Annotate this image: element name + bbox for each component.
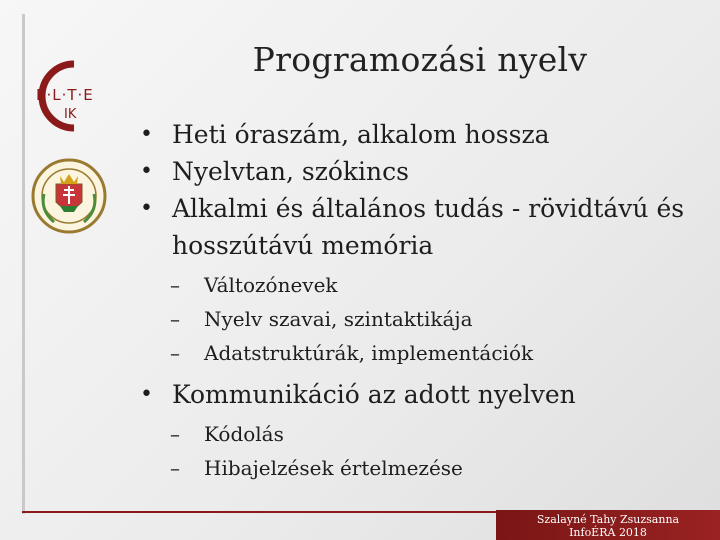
footer-event: InfoÉRA 2018 [569, 526, 647, 539]
footer-author: Szalayné Tahy Zsuzsanna [536, 513, 680, 526]
bullet-item: • Heti óraszám, alkalom hossza [140, 116, 700, 153]
bullet-icon: • [140, 382, 153, 407]
bullet-icon: • [140, 159, 153, 184]
dash-icon: – [170, 341, 180, 365]
university-seal-icon [30, 154, 108, 236]
sub-bullet-item: – Hibajelzések értelmezése [170, 451, 700, 485]
bullet-item: • Alkalmi és általános tudás - rövidtávú és hosszútávú memória [140, 190, 700, 264]
sub-bullet-item: – Nyelv szavai, szintaktikája [170, 302, 700, 336]
bullet-item: • Kommunikáció az adott nyelven [140, 376, 700, 413]
sidebar [26, 16, 122, 516]
bullet-item: • Nyelvtan, szókincs [140, 153, 700, 190]
svg-text:E·L·T·E: E·L·T·E [36, 86, 94, 104]
dash-icon: – [170, 307, 180, 331]
elte-logo [30, 56, 126, 136]
bullet-icon: • [140, 196, 153, 221]
dash-icon: – [170, 273, 180, 297]
footer-badge [496, 510, 720, 540]
slide-title: Programozási nyelv [252, 40, 588, 79]
dash-icon: – [170, 422, 180, 446]
left-rule [22, 14, 25, 514]
sub-bullet-item: – Adatstruktúrák, implementációk [170, 336, 700, 370]
bullet-list [140, 116, 700, 485]
bullet-icon: • [140, 122, 153, 147]
sub-bullet-item: – Változónevek [170, 268, 700, 302]
dash-icon: – [170, 456, 180, 480]
sub-bullet-item: – Kódolás [170, 417, 700, 451]
svg-text:IK: IK [64, 107, 77, 122]
